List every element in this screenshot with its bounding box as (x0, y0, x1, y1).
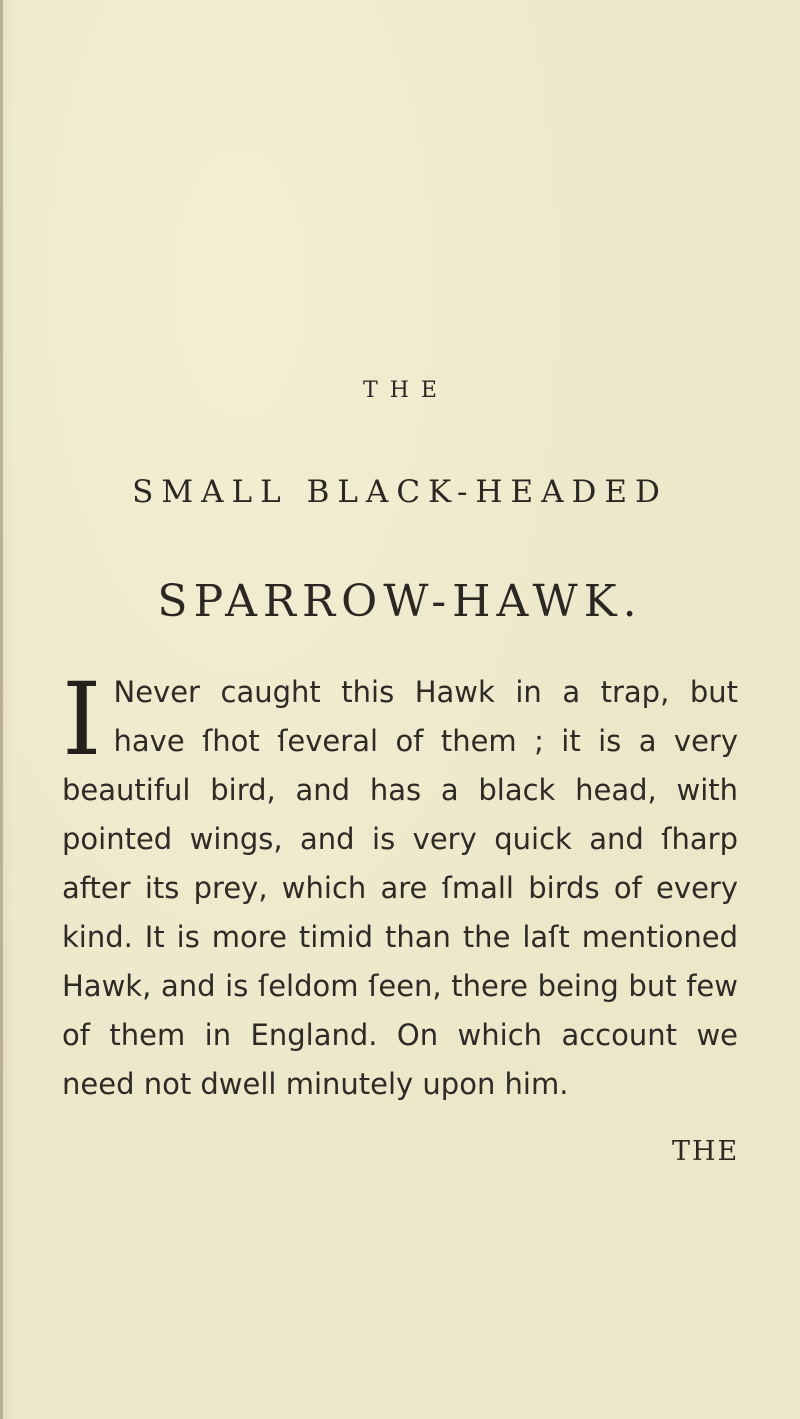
heading-subtitle: SMALL BLACK-HEADED (132, 474, 668, 510)
body-paragraph (62, 661, 738, 1109)
page-edge (0, 0, 3, 1419)
paragraph-text: Never caught this Hawk in a trap, but have ſhot ſeveral of them ; it is a very beautiful bird, and has a black head, with pointed wings, and is very quick and ſharp after its prey, which are ſmall birds of every kind. It is more timid than the laſt mentioned Hawk, and is ſeldom ſeen, there being but few of them in England. On which account we need not dwell minutely upon him. (62, 675, 738, 1101)
heading-title: SPARROW-HAWK. (157, 576, 643, 627)
drop-cap-letter: I (62, 661, 102, 778)
catchword: THE (672, 1136, 740, 1167)
heading-the: THE (363, 378, 449, 403)
